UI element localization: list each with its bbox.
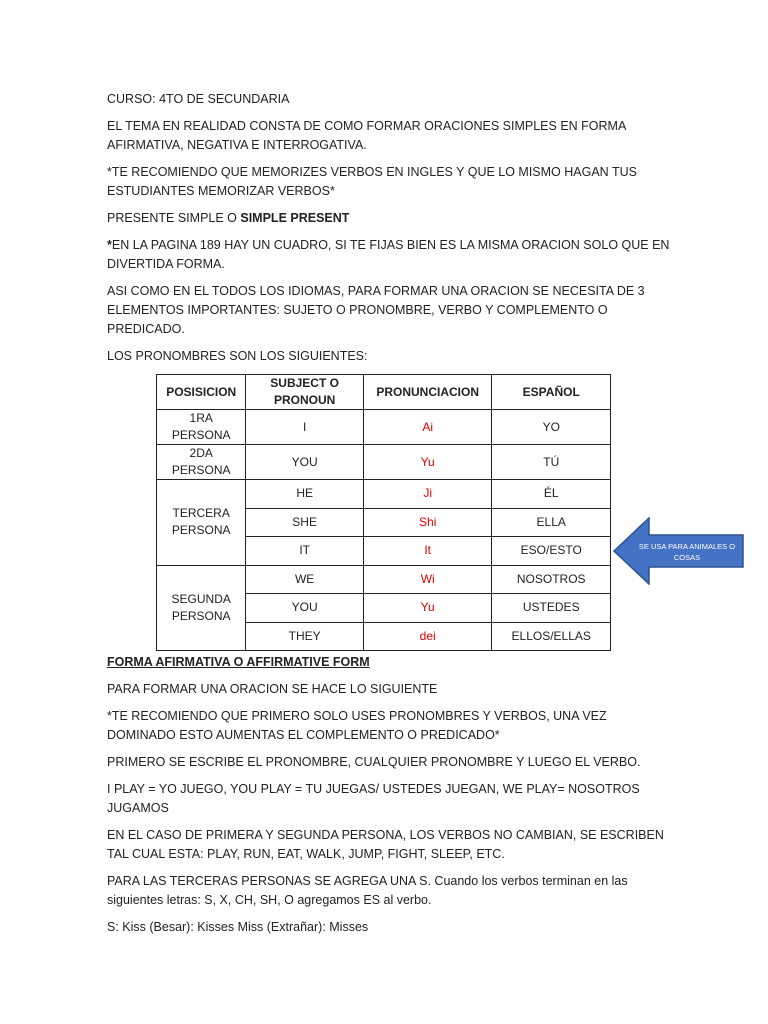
recommendation-paragraph: *TE RECOMIENDO QUE MEMORIZES VERBOS EN INGLES Y QUE LO MISMO HAGAN TUS ESTUDIANTES MEMORIZAR VERBOS* — [107, 165, 637, 198]
first-second-person-paragraph: EN EL CASO DE PRIMERA Y SEGUNDA PERSONA, LOS VERBOS NO CAMBIAN, SE ESCRIBEN TAL CUAL ESTA: PLAY, RUN, EAT, WALK, JUMP, FIGHT, SLEEP, ETC. — [107, 828, 664, 861]
third-person-paragraph: PARA LAS TERCERAS PERSONAS SE AGREGA UNA S. Cuando los verbos terminan en las siguientes letras: S, X, CH, SH, O agregamos ES al verbo. — [107, 874, 628, 907]
table-row — [157, 480, 611, 509]
pronouns-intro: LOS PRONOMBRES SON LOS SIGUIENTES: — [107, 349, 368, 363]
pronunciation-cell: Ji — [363, 480, 492, 509]
table-header-row — [157, 375, 611, 410]
subject-cell: WE — [246, 565, 364, 594]
pronunciation-cell: Shi — [363, 508, 492, 537]
header-spanish: ESPAÑOL — [492, 375, 611, 410]
page-189-text: EN LA PAGINA 189 HAY UN CUADRO, SI TE FIJAS BIEN ES LA MISMA ORACION SOLO QUE EN DIVERTIDA FORMA. — [107, 238, 670, 271]
subject-cell: YOU — [246, 445, 364, 480]
pronoun-table — [156, 374, 611, 651]
recommendation-2-paragraph: *TE RECOMIENDO QUE PRIMERO SOLO USES PRONOMBRES Y VERBOS, UNA VEZ DOMINADO ESTO AUMENTAS EL COMPLEMENTO O PREDICADO* — [107, 709, 607, 742]
spanish-cell: NOSOTROS — [492, 565, 611, 594]
how-to-form-line: PARA FORMAR UNA ORACION SE HACE LO SIGUIENTE — [107, 682, 438, 696]
affirmative-form-heading: FORMA AFIRMATIVA O AFFIRMATIVE FORM — [107, 655, 370, 669]
spanish-cell: YO — [492, 410, 611, 445]
spanish-cell: ELLOS/ELLAS — [492, 622, 611, 651]
table-row — [157, 410, 611, 445]
pronunciation-cell: Ai — [363, 410, 492, 445]
position-cell: 2DA PERSONA — [157, 445, 246, 480]
s-examples-line: S: Kiss (Besar): Kisses Miss (Extrañar): Misses — [107, 920, 369, 934]
elements-paragraph: ASI COMO EN EL TODOS LOS IDIOMAS, PARA FORMAR UNA ORACION SE NECESITA DE 3 ELEMENTOS IMPORTANTES: SUJETO O PRONOMBRE, VERBO Y COMPLEMENTO O PREDICADO. — [107, 284, 645, 336]
position-cell: 1RA PERSONA — [157, 410, 246, 445]
pronunciation-cell: Wi — [363, 565, 492, 594]
table-row — [157, 565, 611, 594]
spanish-cell: ESO/ESTO — [492, 537, 611, 566]
position-cell: TERCERA PERSONA — [157, 480, 246, 566]
spanish-cell: TÚ — [492, 445, 611, 480]
simple-present-prefix: PRESENTE SIMPLE O — [107, 211, 241, 225]
page-189-paragraph — [107, 236, 677, 274]
header-position: POSISICION — [157, 375, 246, 410]
subject-cell: HE — [246, 480, 364, 509]
subject-cell: YOU — [246, 594, 364, 623]
course-line: CURSO: 4TO DE SECUNDARIA — [107, 92, 290, 106]
subject-cell: SHE — [246, 508, 364, 537]
pronunciation-cell: dei — [363, 622, 492, 651]
arrow-callout-text: SE USA PARA ANIMALES O COSAS — [638, 542, 736, 562]
pronunciation-cell: Yu — [363, 594, 492, 623]
pronunciation-cell: Yu — [363, 445, 492, 480]
header-pronunciation: PRONUNCIACION — [363, 375, 492, 410]
simple-present-line — [107, 209, 677, 228]
header-subject: SUBJECT O PRONOUN — [246, 375, 364, 410]
table-row — [157, 445, 611, 480]
simple-present-bold: SIMPLE PRESENT — [240, 211, 350, 225]
subject-cell: IT — [246, 537, 364, 566]
position-cell: SEGUNDA PERSONA — [157, 565, 246, 651]
document-page — [107, 90, 677, 945]
subject-cell: THEY — [246, 622, 364, 651]
subject-cell: I — [246, 410, 364, 445]
page-189-star: * — [107, 238, 112, 252]
first-step-line: PRIMERO SE ESCRIBE EL PRONOMBRE, CUALQUIER PRONOMBRE Y LUEGO EL VERBO. — [107, 755, 641, 769]
spanish-cell: USTEDES — [492, 594, 611, 623]
pronoun-table-wrapper — [156, 374, 611, 651]
topic-paragraph: EL TEMA EN REALIDAD CONSTA DE COMO FORMAR ORACIONES SIMPLES EN FORMA AFIRMATIVA, NEGATIVA E INTERROGATIVA. — [107, 119, 626, 152]
spanish-cell: ELLA — [492, 508, 611, 537]
spanish-cell: ÉL — [492, 480, 611, 509]
example-line: I PLAY = YO JUEGO, YOU PLAY = TU JUEGAS/ USTEDES JUEGAN, WE PLAY= NOSOTROS JUGAMOS — [107, 782, 640, 815]
pronunciation-cell: It — [363, 537, 492, 566]
